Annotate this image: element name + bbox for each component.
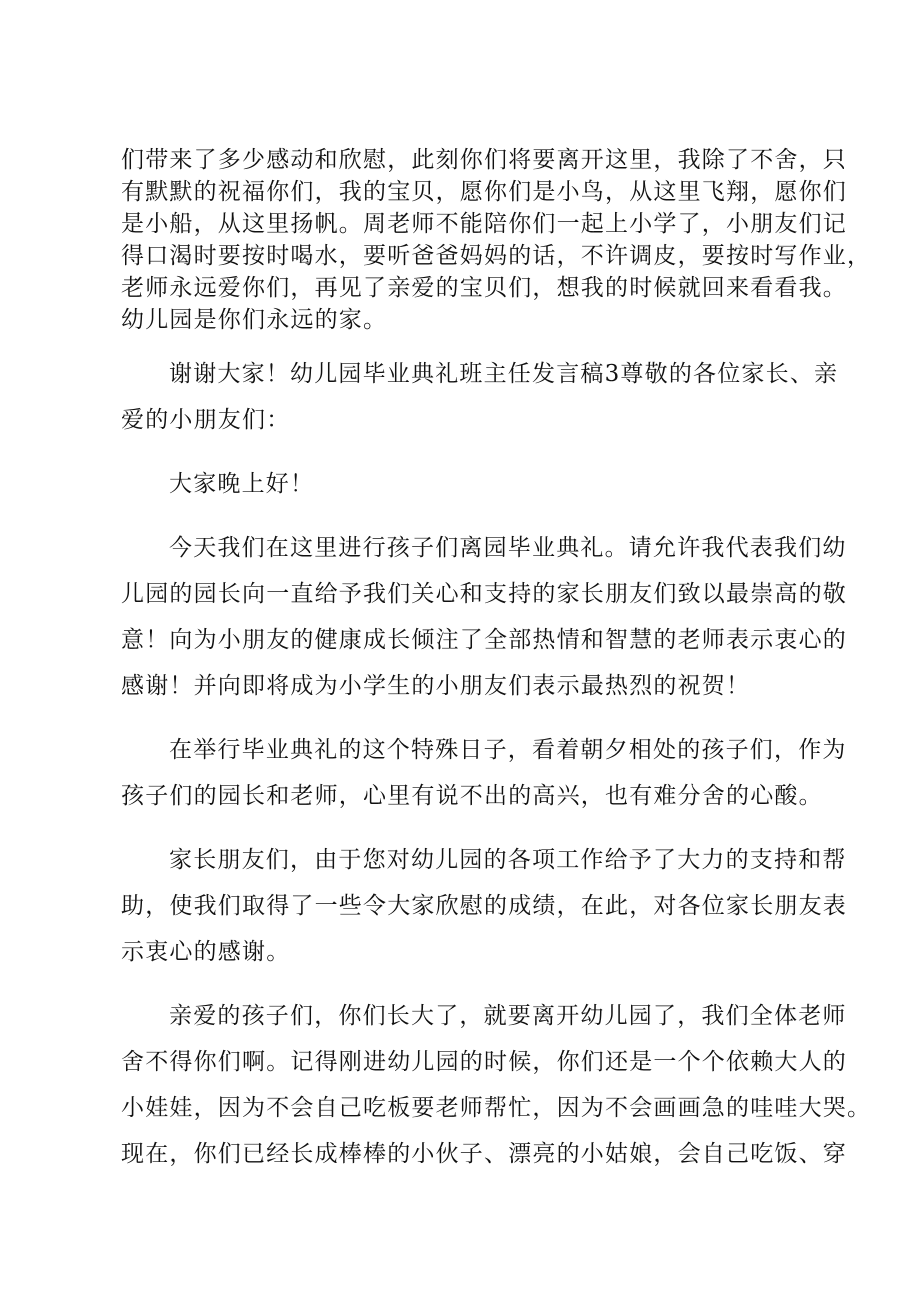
continued-paragraph <box>121 144 872 336</box>
text-line: 舍不得你们啊。记得刚进幼儿园的时候，你们还是一个个依赖大人的 <box>121 1049 847 1075</box>
text-line: 示衷心的感谢。 <box>121 939 291 965</box>
paragraph-thanks-and-greeting <box>121 351 839 443</box>
text-line: 小娃娃，因为不会自己吃板要老师帮忙，因为不会画画急的哇哇大哭。 <box>121 1095 872 1121</box>
text-line: 亲爱的孩子们，你们长大了，就要离开幼儿园了，我们全体老师 <box>169 1003 847 1029</box>
paragraph-parents-thanks <box>121 837 847 975</box>
text-line: 有默默的祝福你们，我的宝贝，愿你们是小鸟，从这里飞翔，愿你们 <box>121 179 847 205</box>
text-line: 老师永远爱你们，再见了亲爱的宝贝们，想我的时候就回来看看我。 <box>121 275 847 301</box>
text-line: 今天我们在这里进行孩子们离园毕业典礼。请允许我代表我们幼 <box>169 535 847 561</box>
text-line: 家长朋友们，由于您对幼儿园的各项工作给予了大力的支持和帮 <box>169 847 847 873</box>
text-line: 是小船，从这里扬帆。周老师不能陪你们一起上小学了，小朋友们记 <box>121 211 847 237</box>
text-line: 得口渴时要按时喝水，要听爸爸妈妈的话，不许调皮，要按时写作业， <box>121 243 872 269</box>
paragraph-ceremony-intro <box>121 525 847 709</box>
text-line: 谢谢大家！幼儿园毕业典礼班主任发言稿3尊敬的各位家长、亲 <box>169 361 839 387</box>
text-line: 助，使我们取得了一些令大家欣慰的成绩，在此，对各位家长朋友表 <box>121 893 847 919</box>
text-line: 意！向为小朋友的健康成长倾注了全部热情和智慧的老师表示衷心的 <box>121 627 847 653</box>
text-line: 爱的小朋友们： <box>121 407 291 433</box>
text-line: 大家晚上好！ <box>169 471 315 497</box>
paragraph-good-evening <box>121 461 821 507</box>
paragraph-dear-children <box>121 993 872 1177</box>
text-line: 幼儿园是你们永远的家。 <box>121 307 388 333</box>
paragraph-special-day <box>121 727 847 819</box>
text-line: 感谢！并向即将成为小学生的小朋友们表示最热烈的祝贺！ <box>121 673 751 699</box>
text-line: 孩子们的园长和老师，心里有说不出的高兴，也有难分舍的心酸。 <box>121 783 823 809</box>
speech-body <box>121 351 872 1177</box>
text-line: 在举行毕业典礼的这个特殊日子，看着朝夕相处的孩子们，作为 <box>169 737 847 763</box>
text-line: 现在，你们已经长成棒棒的小伙子、漂亮的小姑娘，会自己吃饭、穿 <box>121 1141 847 1167</box>
text-line: 们带来了多少感动和欣慰，此刻你们将要离开这里，我除了不舍，只 <box>121 147 847 173</box>
text-line: 儿园的园长向一直给予我们关心和支持的家长朋友们致以最崇高的敬 <box>121 581 847 607</box>
